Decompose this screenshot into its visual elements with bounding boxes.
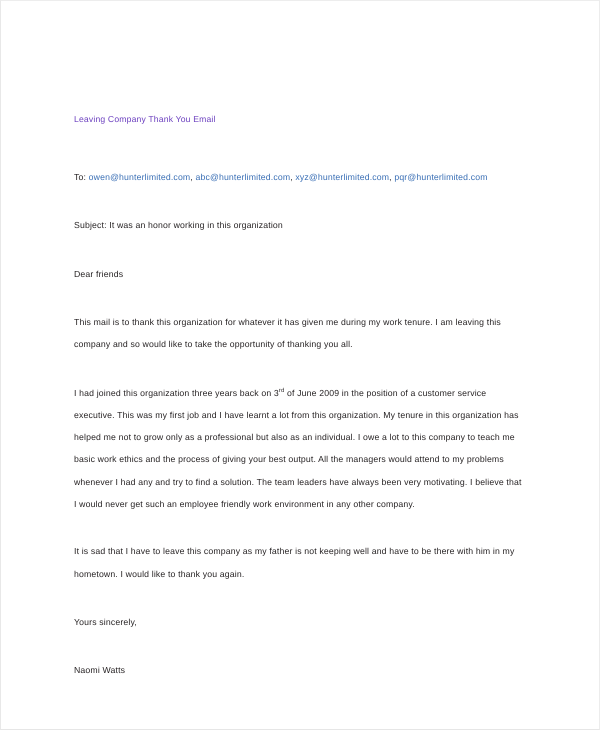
recipient-separator-1: , — [190, 172, 196, 183]
body-paragraph-3: It is sad that I have to leave this company as my father is not keeping well and have to be there with him in my hometown. I would like to thank you again. — [74, 546, 515, 579]
salutation: Dear friends — [74, 268, 124, 279]
recipient-email-2[interactable]: abc@hunterlimited.com — [195, 172, 291, 183]
to-label: To: — [74, 172, 87, 183]
signature-name: Naomi Watts — [74, 665, 126, 676]
email-document — [74, 113, 524, 681]
page-title: Leaving Company Thank You Email — [74, 114, 216, 124]
recipient-email-4[interactable]: pqr@hunterlimited.com — [394, 172, 488, 183]
body-paragraph-1: This mail is to thank this organization for whatever it has given me during my work tenure. I am leaving this company and so would like to take the opportunity of thanking you all. — [74, 316, 501, 350]
ordinal-suffix: rd — [278, 387, 285, 394]
paragraph-2-text-before: I had joined this organization three years back on 3 — [74, 387, 279, 398]
recipient-separator-2: , — [290, 172, 296, 183]
recipient-line — [74, 166, 524, 188]
recipient-email-1[interactable]: owen@hunterlimited.com — [88, 172, 191, 183]
recipient-email-3[interactable]: xyz@hunterlimited.com — [295, 172, 390, 183]
recipient-list — [89, 172, 488, 182]
paragraph-2-text-after: of June 2009 in the position of a customer service executive. This was my first job and I have learnt a lot from this organization. My tenure in this organization has helped me not to grow only as a professional but also as an individual. I owe a lot to this company to teach me basic work ethics and the process of giving your best output. All the managers would attend to my problems whenever I had any and try to find a solution. The team leaders have always been very motivating. I believe that I would never get such an employee friendly work environment in any other company. — [74, 387, 522, 509]
recipient-separator-3: , — [389, 172, 395, 183]
subject-line: Subject: It was an honor working in this organization — [74, 220, 283, 231]
body-paragraph-2 — [74, 382, 524, 516]
closing-line: Yours sincerely, — [74, 616, 137, 627]
